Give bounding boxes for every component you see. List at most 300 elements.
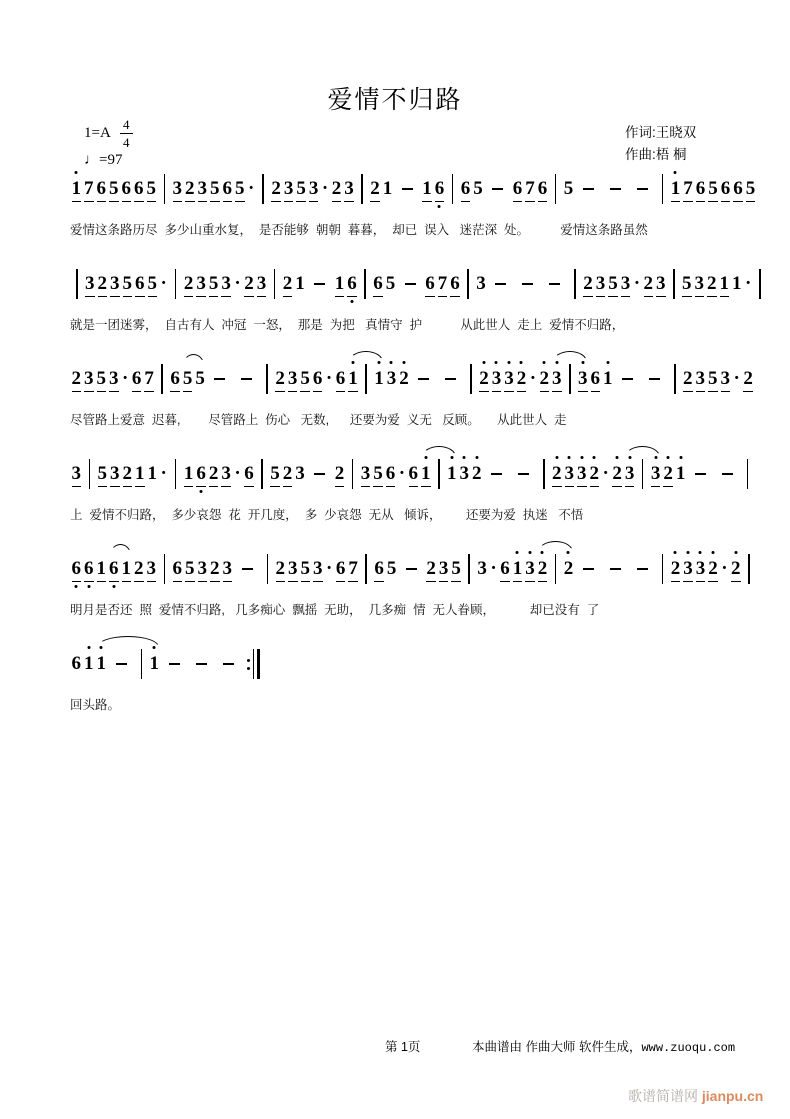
note: 5: [608, 272, 618, 297]
note: 6: [721, 177, 731, 202]
generator-credit: [472, 1037, 735, 1055]
note: 3: [284, 177, 294, 202]
barline: [759, 269, 761, 299]
generator-url: www.zuoqu.com: [641, 1041, 736, 1055]
notation-row: [70, 170, 756, 208]
note: 3: [344, 177, 354, 202]
octave-dot-above: [482, 361, 485, 364]
note: 2: [134, 557, 144, 582]
octave-dot-above: [580, 456, 583, 459]
note: 1: [72, 177, 82, 202]
note: 2: [612, 462, 622, 487]
note: 2: [564, 557, 574, 581]
note: 6: [409, 462, 419, 487]
octave-dot-above: [495, 361, 498, 364]
score-line: [70, 645, 750, 740]
octave-dot-above: [528, 551, 531, 554]
dash: [549, 283, 560, 285]
dash: [495, 283, 506, 285]
dash: [214, 378, 225, 380]
notation-row: [70, 360, 753, 398]
note: 3: [295, 463, 305, 484]
generator-credit-text: 本曲谱由 作曲大师 软件生成，: [472, 1040, 642, 1054]
note: 1: [335, 272, 345, 297]
note: 3: [439, 557, 449, 582]
barline: [164, 554, 166, 584]
note: 2: [552, 462, 562, 487]
score-line: [70, 170, 756, 265]
barline: [747, 459, 749, 489]
note: 5: [385, 273, 396, 294]
note: 2: [399, 367, 409, 391]
note: 2: [517, 367, 527, 392]
lyrics-row: 爱情这条路历尽 多少山重水复， 是否能够 朝朝 暮暮， 却已 误入 迷茫深 处。 爱情这条路虽然: [70, 223, 648, 237]
barline: [555, 174, 557, 204]
augmentation-dot: ·: [602, 463, 609, 484]
note: 2: [244, 272, 254, 297]
notation-row: [70, 265, 750, 303]
note: 6: [132, 367, 142, 392]
note: 2: [184, 272, 194, 297]
dash: [418, 378, 429, 380]
barline: [141, 649, 143, 679]
barline: [352, 459, 354, 489]
note: 2: [72, 367, 82, 392]
octave-dot-above: [75, 171, 78, 174]
note: 2: [731, 557, 741, 582]
octave-dot-above: [674, 551, 677, 554]
note: 1: [422, 177, 432, 202]
dash: [722, 473, 733, 475]
note: 2: [583, 272, 593, 297]
note: 3: [651, 462, 661, 487]
note: 3: [198, 177, 208, 202]
note: 1: [671, 177, 681, 202]
dash: [695, 473, 706, 475]
note: 5: [148, 272, 158, 297]
barline: [470, 364, 472, 394]
note: 3: [223, 557, 233, 582]
note: 3: [683, 557, 693, 582]
barline: [673, 269, 675, 299]
note: 2: [540, 367, 550, 392]
note: 2: [283, 462, 293, 487]
notation-row: [70, 455, 750, 493]
note: 7: [348, 557, 358, 582]
lyrics-row: 回头路。: [70, 698, 121, 712]
note: 5: [209, 272, 219, 297]
lyrics-row: 就是一团迷雾， 自古有人 冲冠 一怒， 那是 为把 真情守 护 从此世人 走上 爱情不归路，: [70, 318, 625, 332]
note: 5: [451, 557, 461, 582]
note: 5: [183, 367, 193, 392]
slur-arc: [536, 554, 575, 584]
note: 3: [504, 367, 514, 392]
note: 2: [538, 557, 548, 582]
dash: [637, 188, 648, 190]
note: 6: [313, 367, 323, 392]
octave-dot-above: [616, 456, 619, 459]
watermark-name: 歌谱简谱网: [628, 1088, 702, 1104]
score-line: [70, 265, 750, 360]
octave-dot-above: [516, 551, 519, 554]
note: 6: [170, 367, 180, 392]
note: 1: [84, 652, 94, 676]
barline: [262, 174, 264, 204]
barline: [89, 459, 91, 489]
note: 3: [110, 272, 120, 297]
note: 3: [147, 557, 157, 582]
final-barline: [247, 649, 261, 679]
note: 5: [708, 367, 718, 392]
dash: [314, 473, 325, 475]
note: 3: [552, 367, 562, 392]
note: 3: [476, 273, 486, 294]
note: 1: [676, 462, 686, 486]
augmentation-dot: ·: [745, 273, 752, 294]
octave-dot-above: [541, 551, 544, 554]
octave-dot-above: [734, 551, 737, 554]
barline: [555, 554, 557, 584]
note: 1: [184, 462, 194, 487]
note: 1: [447, 462, 457, 486]
note: 6: [461, 177, 471, 202]
note: 3: [110, 462, 120, 487]
augmentation-dot: ·: [326, 558, 333, 579]
augmentation-dot: ·: [248, 178, 255, 199]
note: 5: [473, 178, 483, 199]
thin-bar: [253, 649, 255, 679]
note: 3: [525, 557, 535, 582]
barline: [662, 174, 664, 204]
note: 6: [435, 177, 445, 202]
note: 5: [210, 177, 220, 202]
octave-dot-below: [75, 585, 78, 588]
key-label: 1=A: [84, 125, 111, 141]
note: 3: [313, 557, 323, 582]
octave-dot-above: [351, 361, 354, 364]
lyrics-row: 上 爱情不归路， 多少哀怨 花 开几度， 多 少哀怨 无从 倾诉， 还要为爱 执迷 不悟: [70, 508, 584, 522]
note: 5: [746, 177, 756, 202]
note: 5: [296, 177, 306, 202]
octave-dot-above: [667, 456, 670, 459]
octave-dot-above: [463, 456, 466, 459]
watermark-site-link[interactable]: jianpu.cn: [701, 1088, 764, 1104]
note: 5: [563, 178, 574, 199]
octave-dot-below: [350, 300, 353, 303]
note: 5: [373, 462, 383, 487]
note: 2: [98, 272, 108, 297]
dash: [649, 378, 660, 380]
augmentation-dot: ·: [160, 273, 167, 294]
octave-dot-above: [87, 646, 90, 649]
dash: [518, 473, 529, 475]
time-numerator: 4: [123, 117, 130, 132]
note: 3: [196, 272, 206, 297]
dash: [610, 188, 621, 190]
note: 6: [336, 367, 346, 392]
augmentation-dot: ·: [721, 558, 728, 579]
note: 3: [309, 177, 319, 202]
note: 3: [387, 367, 397, 391]
time-denominator: 4: [123, 135, 130, 150]
note: 6: [109, 557, 119, 582]
barline: [365, 554, 367, 584]
notation-row: [70, 645, 750, 683]
augmentation-dot: ·: [398, 463, 406, 484]
octave-dot-above: [555, 456, 558, 459]
octave-dot-above: [581, 361, 584, 364]
note: 6: [97, 177, 107, 202]
note: 3: [198, 557, 208, 582]
slur-arc: [420, 459, 459, 489]
lyrics-row: 明月是否还 照 爱情不归路, 几多痴心 飘摇 无助， 几多痴 情 无人眷顾， 却已没有 了: [70, 603, 600, 617]
note: 6: [450, 272, 460, 297]
dash: [314, 283, 325, 285]
octave-dot-above: [390, 361, 393, 364]
octave-dot-above: [628, 456, 631, 459]
slur-arc: [347, 364, 386, 394]
note: 1: [135, 462, 145, 487]
note: 3: [84, 367, 94, 392]
note: 6: [135, 272, 145, 297]
note: 3: [173, 177, 183, 202]
fraction-line: [120, 133, 133, 134]
barline: [674, 364, 676, 394]
octave-dot-below: [438, 205, 441, 208]
octave-dot-above: [450, 456, 453, 459]
lyricist-credit: 作词:王晓双: [625, 125, 697, 140]
octave-dot-above: [402, 361, 405, 364]
note: 3: [696, 367, 706, 392]
barline: [468, 554, 470, 584]
octave-dot-above: [711, 551, 714, 554]
note: 2: [708, 557, 718, 582]
note: 2: [209, 462, 219, 487]
barline: [662, 554, 664, 584]
note: 2: [332, 177, 342, 202]
note: 2: [276, 557, 286, 582]
dash: [583, 568, 594, 570]
note: 1: [97, 557, 107, 582]
octave-dot-below: [87, 585, 90, 588]
augmentation-dot: ·: [122, 368, 129, 389]
barline: [365, 364, 367, 394]
key-signature: [84, 118, 133, 149]
note: 3: [578, 367, 588, 392]
barline: [467, 269, 469, 299]
dash: [116, 663, 127, 665]
octave-dot-above: [606, 361, 609, 364]
dash: [583, 188, 594, 190]
note: 2: [335, 462, 345, 487]
note: 2: [123, 462, 133, 487]
note: 5: [270, 462, 280, 487]
note: 3: [72, 462, 82, 487]
note: 3: [460, 462, 470, 486]
dash: [405, 283, 416, 285]
note: 2: [683, 367, 693, 392]
augmentation-dot: ·: [160, 463, 167, 484]
barline: [175, 269, 177, 299]
octave-dot-above: [100, 646, 103, 649]
octave-dot-above: [654, 456, 657, 459]
octave-dot-above: [475, 456, 478, 459]
augmentation-dot: ·: [325, 368, 333, 389]
barline: [364, 269, 366, 299]
note: 2: [210, 557, 220, 582]
augmentation-dot: ·: [490, 558, 497, 579]
dash: [223, 663, 234, 665]
note: 1: [421, 462, 431, 487]
site-watermark: [628, 1086, 763, 1106]
note: 3: [109, 367, 119, 392]
barline: [543, 459, 545, 489]
note: 3: [565, 462, 575, 487]
note: 6: [386, 462, 396, 487]
note: 6: [425, 272, 435, 297]
octave-dot-above: [377, 361, 380, 364]
note: 2: [707, 272, 717, 297]
note: 6: [223, 177, 233, 202]
octave-dot-above: [555, 361, 558, 364]
octave-dot-above: [568, 456, 571, 459]
note: 6: [134, 177, 144, 202]
note: 1: [348, 367, 358, 392]
score-line: [70, 360, 753, 455]
octave-dot-above: [153, 646, 156, 649]
score-line: [70, 550, 750, 645]
note: 1: [122, 557, 132, 582]
augmentation-dot: ·: [529, 368, 537, 389]
note: 6: [347, 272, 357, 297]
note: 5: [235, 177, 245, 202]
note: 6: [84, 557, 94, 582]
octave-dot-above: [507, 361, 510, 364]
note: 2: [663, 462, 673, 487]
note: 5: [185, 557, 195, 582]
note: 2: [185, 177, 195, 202]
note: 1: [720, 272, 730, 297]
dash: [522, 283, 533, 285]
note: 7: [438, 272, 448, 297]
score-line: [70, 455, 750, 550]
augmentation-dot: ·: [733, 368, 740, 389]
octave-dot-above: [699, 551, 702, 554]
barline: [175, 459, 177, 489]
octave-dot-above: [520, 361, 523, 364]
slur-arc: [551, 364, 590, 394]
note: 7: [84, 177, 94, 202]
note: 3: [288, 367, 298, 392]
note: 6: [122, 177, 132, 202]
dash: [610, 568, 621, 570]
dash: [445, 378, 456, 380]
note: 3: [221, 462, 231, 487]
note: 6: [173, 557, 183, 582]
dash: [196, 663, 207, 665]
augmentation-dot: ·: [234, 463, 241, 484]
note: 6: [244, 462, 254, 487]
octave-dot-above: [567, 551, 570, 554]
note: 6: [196, 462, 206, 487]
octave-dot-above: [674, 171, 677, 174]
note: 3: [492, 367, 502, 392]
note: 1: [147, 463, 157, 484]
note: 1: [513, 557, 523, 582]
barline: [261, 459, 263, 489]
barline: [361, 174, 363, 204]
lyrics-row: 尽管路上爱意 迟暮, 尽管路上 伤心 无数, 还要为爱 义无 反顾。 从此世人 走: [70, 413, 567, 427]
barline: [642, 459, 644, 489]
dash: [622, 378, 633, 380]
note: 5: [195, 368, 205, 389]
note: 2: [370, 177, 380, 202]
note: 2: [671, 557, 681, 582]
note: 3: [696, 557, 706, 582]
note: 5: [708, 177, 718, 202]
note: 3: [85, 272, 95, 297]
augmentation-dot: ·: [234, 273, 241, 294]
note: 3: [577, 462, 587, 487]
note: 3: [221, 272, 231, 297]
note: 6: [71, 653, 81, 674]
barline: [748, 554, 750, 584]
note: 1: [732, 273, 742, 294]
score: [70, 170, 756, 740]
note: 1: [374, 367, 384, 391]
dash: [637, 568, 648, 570]
slur-arc: [108, 557, 133, 582]
note: 3: [721, 367, 731, 392]
note: 5: [386, 558, 397, 579]
page-number: 第 1页: [385, 1040, 421, 1054]
repeat-dots: [247, 656, 250, 672]
note: 2: [271, 177, 281, 202]
note: 5: [109, 177, 119, 202]
note: 2: [644, 272, 654, 297]
note: 6: [500, 557, 510, 582]
note: 6: [733, 177, 743, 202]
note: 3: [621, 272, 631, 297]
note: 7: [683, 177, 693, 202]
note: 6: [696, 177, 706, 202]
note: 3: [625, 462, 635, 487]
dash: [242, 568, 253, 570]
dash: [402, 188, 413, 190]
slur-arc: [623, 459, 662, 489]
credits: [625, 122, 696, 166]
note: 6: [373, 272, 383, 297]
dash: [406, 568, 417, 570]
slur-arc: [181, 367, 206, 392]
note: 2: [472, 462, 482, 486]
note: 5: [300, 367, 310, 392]
quarter-note-icon: ♩: [84, 152, 99, 168]
note: 5: [147, 177, 157, 202]
dash: [169, 663, 180, 665]
thick-bar: [257, 649, 261, 679]
note: 2: [590, 462, 600, 487]
note: 3: [361, 462, 371, 487]
barline: [267, 554, 269, 584]
octave-dot-above: [424, 456, 427, 459]
slur-arc: [95, 649, 161, 679]
octave-dot-below: [112, 585, 115, 588]
note: 5: [97, 367, 107, 392]
note: 1: [382, 178, 393, 199]
note: 2: [479, 367, 489, 392]
note: 7: [525, 177, 535, 202]
